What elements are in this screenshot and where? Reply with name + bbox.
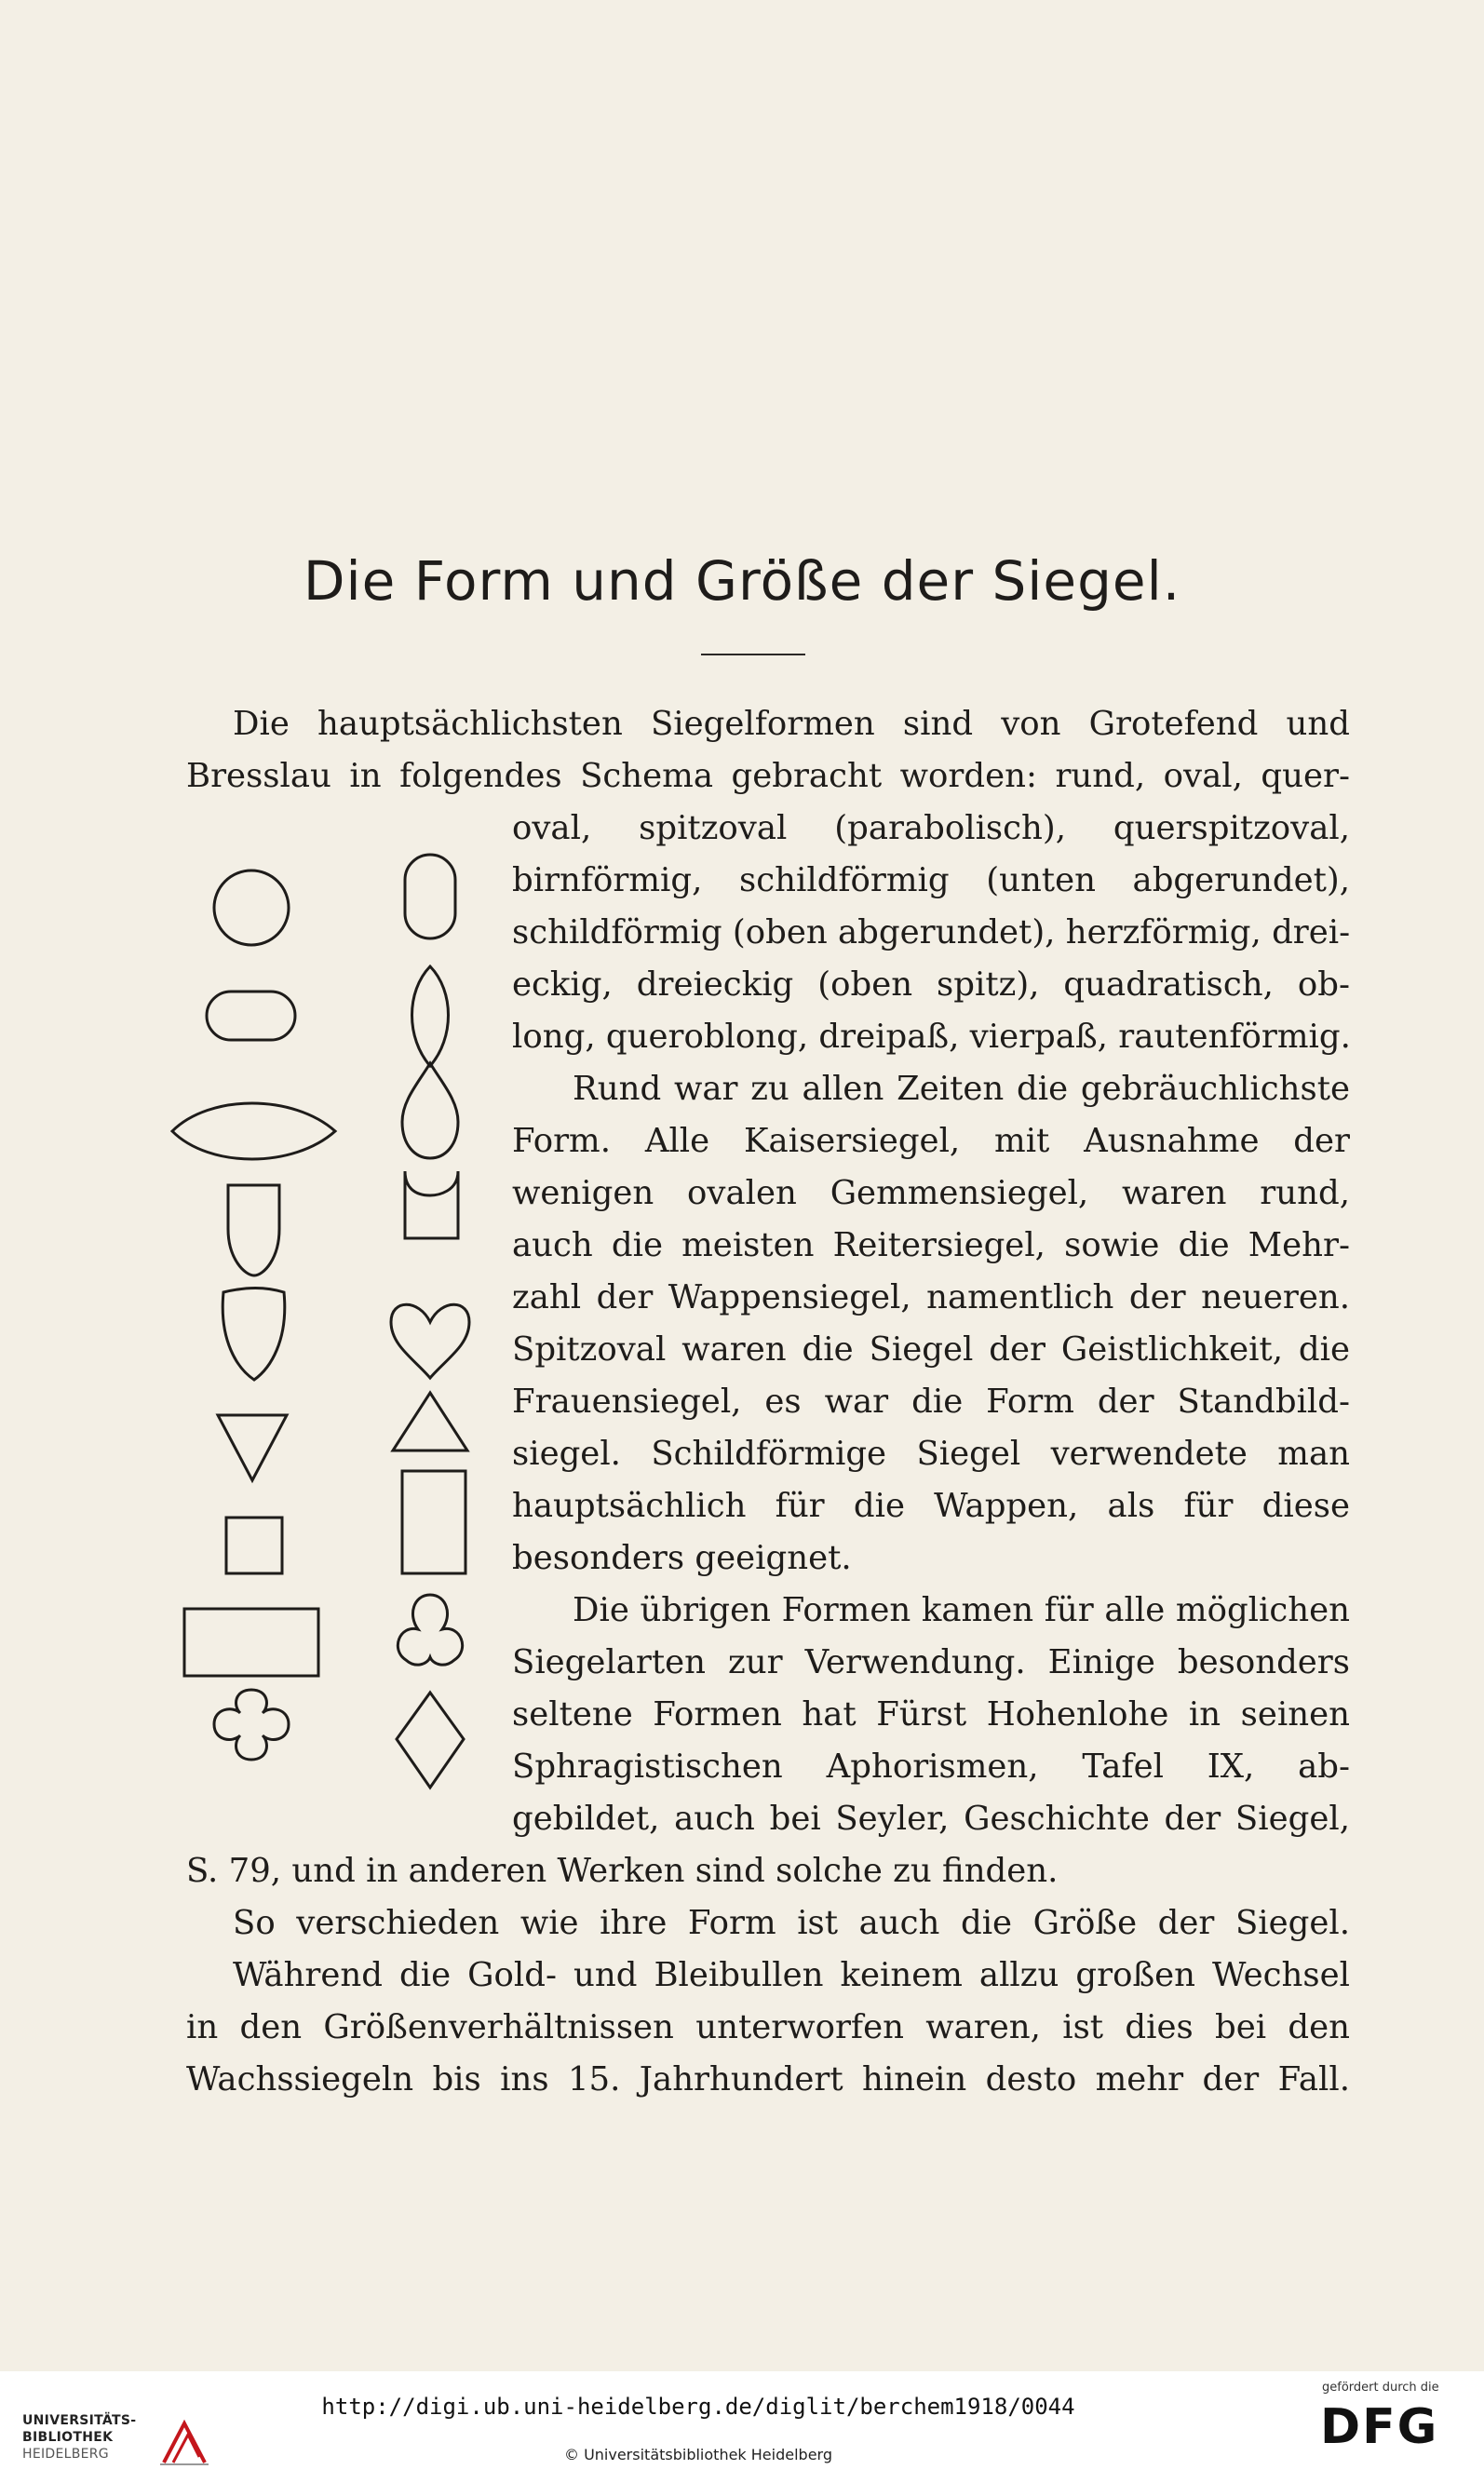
trefoil-seal-shape [398, 1595, 462, 1665]
body-line: Rund war zu allen Zeiten die gebräuchlichste [573, 1070, 1350, 1108]
body-line: birnförmig, schildförmig (unten abgerundet), [512, 861, 1350, 899]
body-line: Siegelarten zur Verwendung. Einige besonders [512, 1643, 1350, 1681]
body-line: siegel. Schildförmige Siegel verwendete man [512, 1435, 1350, 1473]
body-line: besonders geeignet. [512, 1539, 852, 1577]
body-line: zahl der Wappensiegel, namentlich der neueren. [512, 1278, 1350, 1316]
oblong-seal-shape [402, 1471, 465, 1573]
body-line: schildförmig (oben abgerundet), herzförmig, drei- [512, 913, 1351, 951]
cross-oval-seal-shape [207, 992, 295, 1040]
body-line: Während die Gold- und Bleibullen keinem allzu großen Wechsel [233, 1956, 1350, 1994]
seal-shapes-figure [158, 838, 503, 1797]
pear-seal-shape [402, 1063, 458, 1158]
copyright-notice: © Universitätsbibliothek Heidelberg [563, 2446, 832, 2463]
body-line: Die hauptsächlichsten Siegelformen sind von Grotefend und [233, 705, 1350, 743]
rhombus-seal-shape [397, 1693, 464, 1788]
university-library-logo[interactable] [17, 2399, 212, 2469]
body-line: Spitzoval waren die Siegel der Geistlichkeit, die [512, 1330, 1350, 1369]
body-line: in den Größenverhältnissen unterworfen waren, ist dies bei den [186, 2008, 1350, 2046]
body-line: So verschieden wie ihre Form ist auch die Größe der Siegel. [233, 1904, 1350, 1942]
digitization-footer [0, 2371, 1484, 2483]
round-seal-shape [214, 870, 289, 945]
body-line: seltene Formen hat Fürst Hohenlohe in seinen [512, 1695, 1350, 1734]
body-line: auch die meisten Reitersiegel, sowie die Mehr- [512, 1226, 1350, 1264]
quatrefoil-seal-shape [214, 1690, 289, 1760]
triangle-up-seal-shape [393, 1393, 467, 1451]
body-line: Bresslau in folgendes Schema gebracht worden: rund, oval, quer- [186, 757, 1350, 795]
permalink-url[interactable]: http://digi.ub.uni-heidelberg.de/diglit/berchem1918/0044 [321, 2394, 1075, 2420]
shield-rounded-top-shape [405, 1171, 458, 1238]
funding-note: gefördert durch die [1322, 2381, 1439, 2395]
library-name-line3: HEIDELBERG [22, 2447, 109, 2462]
body-line: oval, spitzoval (parabolisch), querspitzoval, [512, 809, 1350, 847]
square-seal-shape [226, 1518, 282, 1573]
shield-shape [223, 1289, 285, 1381]
shield-rounded-bottom-shape [228, 1185, 279, 1275]
cross-pointed-oval-seal-shape [172, 1103, 335, 1159]
body-line: Die übrigen Formen kamen für alle möglichen [573, 1591, 1350, 1629]
library-name-line1: UNIVERSITÄTS- [22, 2413, 137, 2428]
heart-seal-shape [391, 1304, 469, 1378]
title-divider [701, 654, 805, 655]
body-line: S. 79, und in anderen Werken sind solche zu finden. [186, 1852, 1059, 1890]
oval-seal-shape [405, 855, 455, 938]
body-line: Form. Alle Kaisersiegel, mit Ausnahme der [512, 1122, 1350, 1160]
pointed-oval-seal-shape [412, 966, 449, 1066]
page-title: Die Form und Größe der Siegel. [303, 549, 1181, 613]
body-line: Sphragistischen Aphorismen, Tafel IX, ab- [512, 1748, 1350, 1786]
triangle-down-seal-shape [218, 1415, 287, 1480]
body-line: hauptsächlich für die Wappen, als für diese [512, 1487, 1350, 1525]
cross-oblong-seal-shape [184, 1609, 318, 1676]
library-name-line2: BIBLIOTHEK [22, 2430, 114, 2445]
body-line: Frauensiegel, es war die Form der Standbild- [512, 1383, 1350, 1421]
body-line: eckig, dreieckig (oben spitz), quadratisch, ob- [512, 965, 1350, 1004]
body-line: wenigen ovalen Gemmensiegel, waren rund, [512, 1174, 1350, 1212]
body-line: long, queroblong, dreipaß, vierpaß, rautenförmig. [512, 1018, 1351, 1056]
library-emblem-icon [156, 2418, 212, 2470]
dfg-logo[interactable]: DFG [1320, 2399, 1439, 2455]
body-line: gebildet, auch bei Seyler, Geschichte der Siegel, [512, 1800, 1350, 1838]
body-line: Wachssiegeln bis ins 15. Jahrhundert hinein desto mehr der Fall. [186, 2060, 1350, 2098]
